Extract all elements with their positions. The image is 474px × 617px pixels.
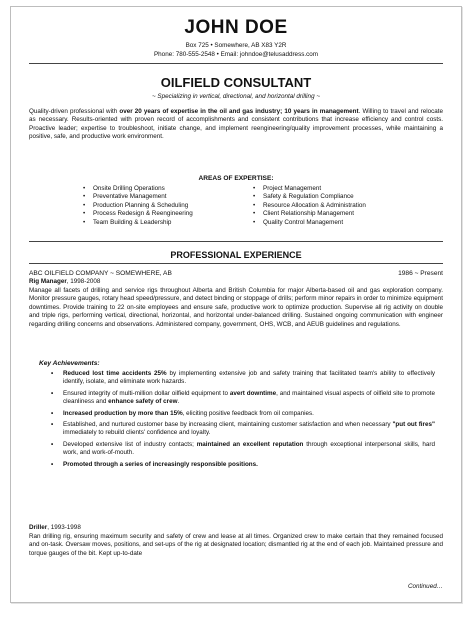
driller-description: Ran drilling rig, ensuring maximum security and safety of crew and lease at all times. Organized crew to make certain that they remained focused and on-task. Oversaw moves, positions, and set-ups of the rig at designated location; dismantled rig at the end of each job. Maintained pressure and torque gauges of the bit. Kept up-to-date	[29, 533, 443, 557]
achievement-highlight: enhance safety of crew	[108, 398, 178, 406]
role-dates: , 1998-2008	[66, 278, 101, 285]
achievement-text: by implementing extensive job and safety training that facilitated team's ability to effectively identify, isolate, and eliminate work hazards.	[63, 370, 435, 386]
job-title: OILFIELD CONSULTANT	[160, 75, 312, 90]
specialization-subtitle: ~ Specializing in vertical, directional, and horizontal drilling ~	[151, 93, 320, 100]
role-title: Rig Manager	[29, 278, 67, 285]
achievement-highlight: maintained an excellent reputation	[196, 440, 304, 448]
section-rule-top	[29, 241, 443, 242]
employer-name: ABC OILFIELD COMPANY ~ SOMEWHERE, AB	[29, 270, 172, 277]
role-description: Manage all facets of drilling and service rigs throughout Alberta and British Columbia for major Alberta-based oil and gas exploration company. Monitor pressure gauges, rotary head speed/pressure, and detect binding or stoppage of drills; perform minor repairs in order to minimize equipment downtimes. Provide training to 22 on-site employees and ensure safe, productive work to optimize production. Supervise all rig activity on double and triple rigs, performing vertical, directional, horizontal, and horizontal under-balanced drilling. Sustained ongoing communication with engineer regarding drilling concerns and observations. Administered company, government, OHS, WCB, and AEUB guidelines and regulations.	[29, 287, 443, 328]
summary-text-2: . Willing to travel and relocate as necessary. Results-oriented with proven record of accomplishments and consistent contributions that increase efficiency and control costs. Proactive leader; expertise to troubleshoot, initiate change, and implement reengineering/quality improvement processes, while maintaining a positive, safe, and productive work environment.	[29, 108, 443, 141]
achievement-item	[49, 421, 435, 438]
achievement-text: , eliciting positive feedback from oil companies.	[182, 409, 314, 417]
applicant-name: JOHN DOE	[184, 17, 288, 38]
expertise-item: • Project Management	[253, 185, 413, 193]
achievement-text: .	[177, 398, 180, 406]
expertise-item: • Preventative Management	[83, 193, 243, 201]
achievement-highlight: Promoted through a series of increasingly responsible positions.	[63, 460, 258, 468]
expertise-item: • Onsite Drilling Operations	[83, 185, 243, 193]
resume-page	[10, 6, 462, 603]
expertise-item: • Team Building & Leadership	[83, 219, 243, 227]
summary-highlight: over 20 years of expertise in the oil and gas industry; 10 years in management	[119, 108, 359, 115]
achievement-text: immediately to rebuild clients' confidence and loyalty.	[63, 429, 211, 437]
achievement-item	[49, 390, 435, 407]
achievement-text: Ensured integrity of multi-million dollar oilfield equipment to	[63, 389, 230, 397]
section-rule-bottom	[29, 263, 443, 264]
expertise-column-left	[83, 185, 243, 227]
header-rule	[29, 63, 443, 64]
achievements-list	[49, 370, 435, 472]
achievement-highlight: "put out fires"	[392, 421, 435, 429]
achievement-item	[49, 410, 435, 418]
role-rig-manager	[29, 278, 100, 286]
achievement-item	[49, 370, 435, 387]
areas-of-expertise-heading: AREAS OF EXPERTISE:	[198, 175, 274, 182]
employment-dates: 1986 ~ Present	[398, 270, 443, 277]
achievement-text: through exceptional interpersonal skills, hard work, and work-of-mouth.	[63, 440, 435, 457]
expertise-item: • Production Planning & Scheduling	[83, 202, 243, 210]
address-line: Box 725 • Somewhere, AB X83 Y2R	[185, 42, 287, 49]
expertise-item: • Client Relationship Management	[253, 210, 413, 218]
key-achievements-heading: Key Achievements:	[39, 360, 100, 367]
achievement-highlight: Reduced lost time accidents 25%	[63, 370, 167, 377]
achievement-item	[49, 441, 435, 458]
professional-experience-heading: PROFESSIONAL EXPERIENCE	[170, 250, 302, 260]
achievement-text: Developed extensive list of industry contacts;	[63, 440, 197, 448]
contact-line: Phone: 780-555-2548 • Email: johndoe@telusaddress.com	[153, 51, 319, 58]
achievement-text: , and maintained visual aspects of oilfield site to promote cleanliness and	[63, 389, 436, 406]
achievement-text: Established, and nurtured customer base by increasing client, maintaining customer satisfaction and when necessary	[63, 421, 393, 429]
expertise-item: • Quality Control Management	[253, 219, 413, 227]
expertise-item: • Resource Allocation & Administration	[253, 202, 413, 210]
role-dates: , 1993-1998	[47, 524, 81, 531]
role-title: Driller	[29, 524, 48, 531]
expertise-item: • Safety & Regulation Compliance	[253, 193, 413, 201]
achievement-highlight: Increased production by more than 15%	[63, 409, 183, 417]
role-driller	[29, 524, 81, 532]
expertise-item: • Process Redesign & Reengineering	[83, 210, 243, 218]
continued-note: Continued…	[407, 583, 443, 590]
achievement-item	[49, 461, 435, 469]
employer-line	[29, 269, 443, 278]
summary-text-1: Quality-driven professional with	[29, 108, 120, 115]
expertise-column-right	[253, 185, 413, 227]
summary-paragraph	[29, 108, 443, 142]
achievement-highlight: avert downtime	[229, 389, 277, 397]
